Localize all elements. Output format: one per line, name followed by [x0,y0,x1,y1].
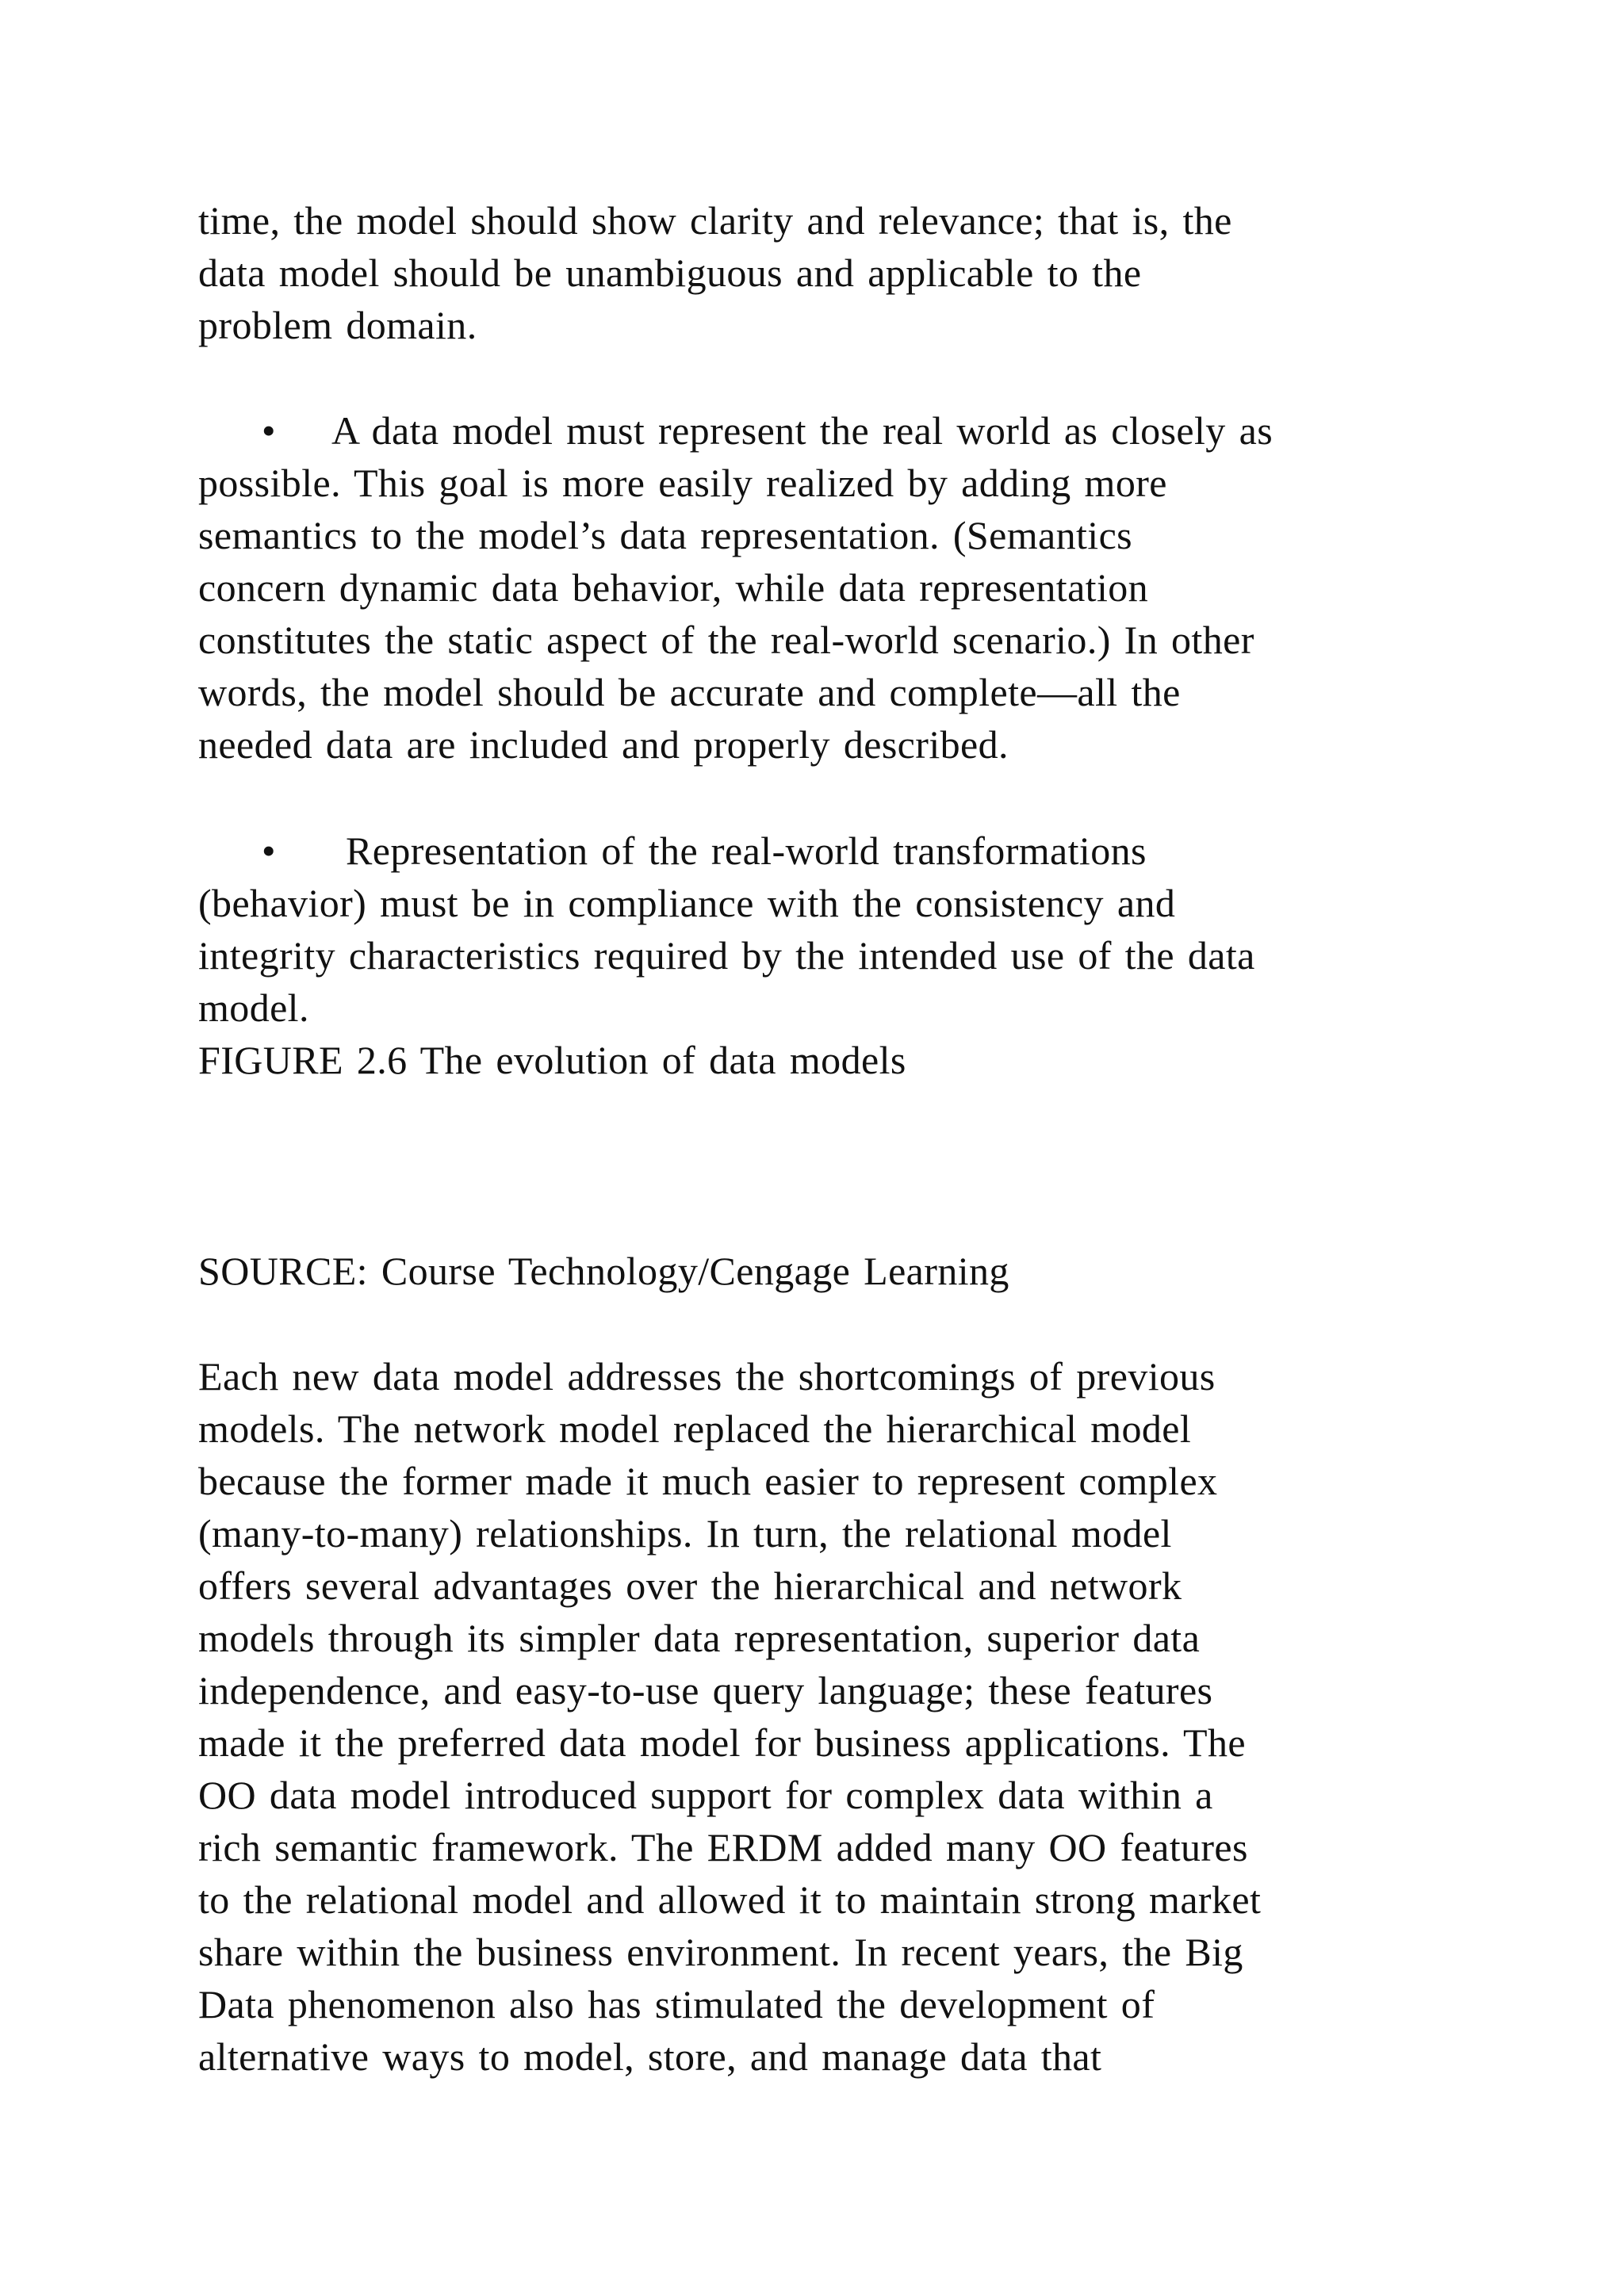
main-line-4: (many-to-many) relationships. In turn, the relational model [198,1511,1172,1556]
main-line-6: models through its simpler data representation, superior data [198,1616,1201,1660]
bullet-1-symbol: • [262,408,276,453]
bullet-1-line-7: needed data are included and properly described. [198,722,1009,767]
bullet-2-line-4: model. [198,985,309,1030]
intro-line-3: problem domain. [198,303,477,347]
main-line-1: Each new data model addresses the shortcomings of previous [198,1354,1216,1399]
bullet-1-line-6: words, the model should be accurate and complete—all the [198,670,1181,714]
bullet-1-line-1: A data model must represent the real world as closely as [331,408,1274,453]
main-line-10: rich semantic framework. The ERDM added many OO features [198,1825,1248,1869]
main-line-5: offers several advantages over the hierarchical and network [198,1563,1182,1608]
bullet-2-line-2: (behavior) must be in compliance with the consistency and [198,881,1176,925]
bullet-2-symbol: • [262,828,276,873]
main-line-7: independence, and easy-to-use query language; these features [198,1668,1213,1712]
bullet-1-line-4: concern dynamic data behavior, while data representation [198,565,1149,610]
intro-line-1: time, the model should show clarity and relevance; that is, the [198,198,1232,243]
intro-line-2: data model should be unambiguous and applicable to the [198,251,1142,295]
main-line-9: OO data model introduced support for complex data within a [198,1773,1213,1817]
main-line-14: alternative ways to model, store, and manage data that [198,2034,1102,2079]
figure-caption: FIGURE 2.6 The evolution of data models [198,1038,906,1082]
main-line-2: models. The network model replaced the hierarchical model [198,1406,1192,1451]
main-line-3: because the former made it much easier to represent complex [198,1459,1218,1503]
main-line-12: share within the business environment. In recent years, the Big [198,1930,1243,1974]
main-line-8: made it the preferred data model for business applications. The [198,1720,1246,1765]
bullet-1-line-3: semantics to the model’s data representation. (Semantics [198,513,1133,557]
main-line-13: Data phenomenon also has stimulated the development of [198,1982,1155,2026]
main-line-11: to the relational model and allowed it to maintain strong market [198,1877,1262,1922]
bullet-2-line-3: integrity characteristics required by the intended use of the data [198,933,1255,978]
bullet-1-line-2: possible. This goal is more easily realized by adding more [198,461,1167,505]
bullet-2-line-1: Representation of the real-world transformations [346,828,1147,873]
bullet-1-line-5: constitutes the static aspect of the real-world scenario.) In other [198,618,1254,662]
source-line: SOURCE: Course Technology/Cengage Learning [198,1249,1009,1293]
